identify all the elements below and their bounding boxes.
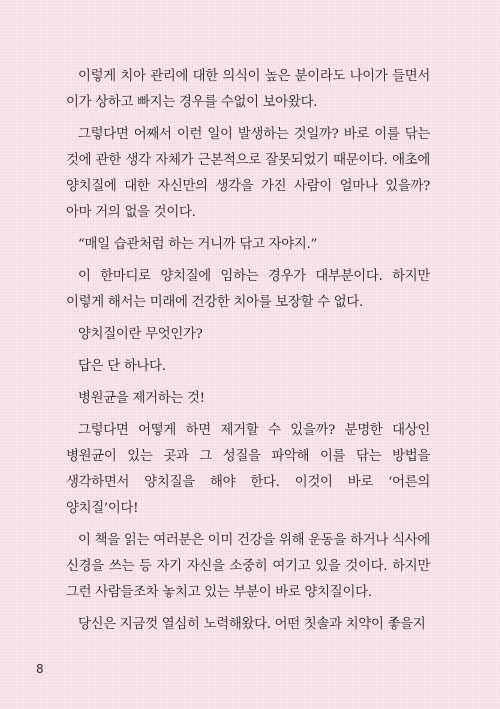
paragraph-4: 이 한마디로 양치질에 임하는 경우가 대부분이다. 하지만 이렇게 해서는 미래에 건강한 치아를 보장할 수 없다. xyxy=(66,269,430,310)
paragraph-5: 양치질이란 무엇인가? xyxy=(78,327,203,342)
body-text xyxy=(66,64,430,644)
paragraph-1: 이렇게 치아 관리에 대한 의식이 높은 분이라도 나이가 들면서 이가 상하고 빠지는 경우를 수없이 보아왔다. xyxy=(66,69,430,110)
paragraph-6: 답은 단 하나다. xyxy=(78,359,166,374)
paragraph-9: 이 책을 읽는 여러분은 이미 건강을 위해 운동을 하거나 식사에 신경을 쓰는 등 자기 자신을 소중히 여기고 있을 것이다. 하지만 그런 사람들조차 놓치고 있는 부분이 바로 양치질이다. xyxy=(66,533,430,600)
paragraph-3-quote: “매일 습관처럼 하는 거니까 닦고 자야지.” xyxy=(78,237,317,252)
paragraph-7: 병원균을 제거하는 것! xyxy=(78,391,205,406)
paragraph-10: 당신은 지금껏 열심히 노력해왔다. 어떤 칫솔과 치약이 좋을지 xyxy=(78,617,426,632)
page-number: 8 xyxy=(36,662,44,676)
paragraph-8: 그렇다면 어떻게 하면 제거할 수 있을까? 분명한 대상인 병원균이 있는 곳과 그 성질을 파악해 이를 닦는 방법을 생각하면서 양치질을 해야 한다. 이것이 바로 ‘어른의 양치질’이다! xyxy=(66,423,430,516)
paragraph-2: 그렇다면 어째서 이런 일이 발생하는 것일까? 바로 이를 닦는 것에 관한 생각 자체가 근본적으로 잘못되었기 때문이다. 애초에 양치질에 대한 자신만의 생각을 가진 사람이 얼마나 있을까? 아마 거의 없을 것이다. xyxy=(66,127,430,220)
